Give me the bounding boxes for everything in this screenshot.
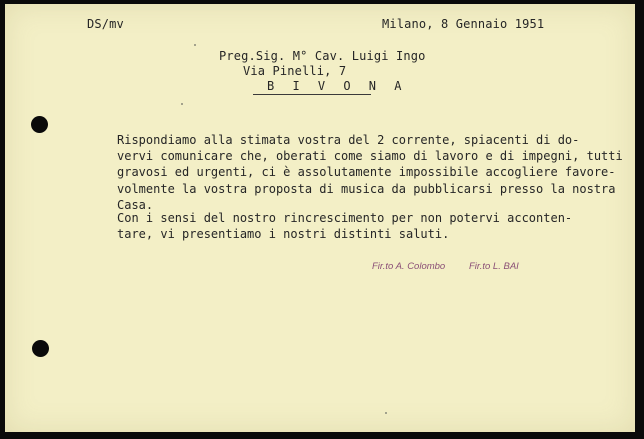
body-paragraph-1: Rispondiamo alla stimata vostra del 2 corrente, spiacenti di do- vervi comunicare che, oberati come siamo di lavoro e di impegni, tutti gravosi ed urgenti, ci è assolutamente impossibile accogliere favore- volmente la vostra proposta di musica da pubblicarsi presso la nostra Casa. bbox=[117, 133, 623, 212]
paper-speck bbox=[181, 103, 183, 105]
reference-code: DS/mv bbox=[87, 17, 124, 31]
letter-date: Milano, 8 Gennaio 1951 bbox=[382, 17, 545, 31]
paper-speck bbox=[194, 44, 196, 46]
city-underline bbox=[253, 94, 371, 95]
letter-sheet bbox=[5, 4, 635, 432]
body-paragraph-2: Con i sensi del nostro rincrescimento per non potervi acconten- tare, vi presentiamo i nostri distinti saluti. bbox=[117, 211, 573, 242]
signature-colombo: Fir.to A. Colombo bbox=[372, 261, 446, 272]
paper-speck bbox=[385, 412, 387, 414]
recipient-name: Preg.Sig. M° Cav. Luigi Ingo bbox=[219, 49, 426, 63]
punch-hole bbox=[31, 116, 48, 133]
signature-bai: Fir.to L. BAI bbox=[469, 261, 519, 272]
recipient-street: Via Pinelli, 7 bbox=[243, 64, 347, 78]
recipient-city: B I V O N A bbox=[267, 79, 407, 93]
punch-hole bbox=[32, 340, 49, 357]
